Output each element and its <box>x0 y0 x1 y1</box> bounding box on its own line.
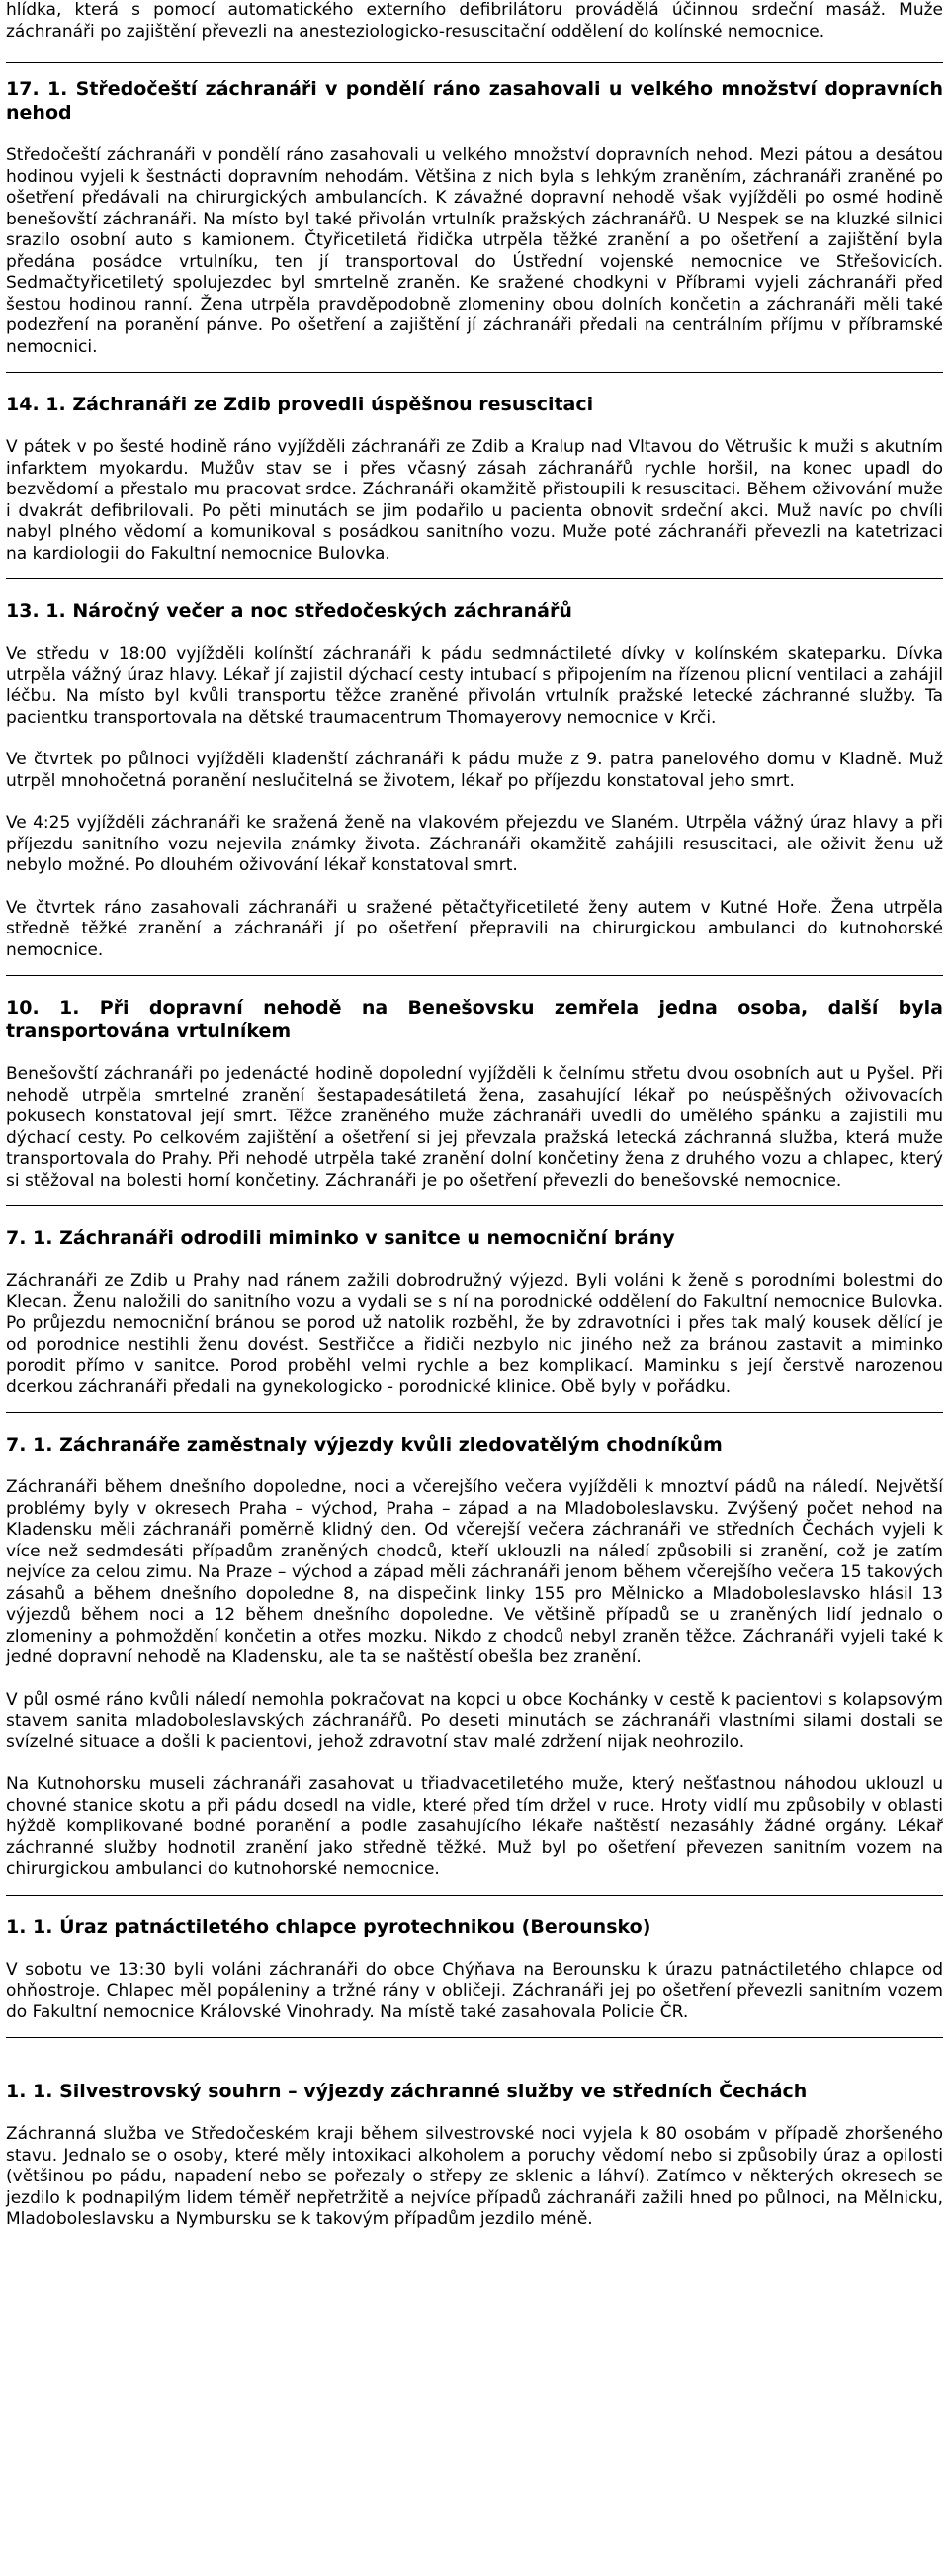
article-title: 13. 1. Náročný večer a noc středočeských záchranářů <box>6 600 572 622</box>
intro-section <box>6 0 943 43</box>
article-paragraph: Na Kutnohorsku museli záchranáři zasahovat u třiadvacetiletého muže, který nešťastnou náhodou uklouzl u chovné stanice skotu a při pádu dosedl na vidle, které před tím držel v ruce. Hroty vidlí mu způsobily v oblasti hýždě komplikované bodné poranění a podle zasahujícího lékaře naštěstí nezasáhly žádné orgány. Lékař záchranné služby hodnotil zranění jako středně těžké. Muž byl po ošetření převezen sanitním vozem na chirurgickou ambulanci do kutnohorské nemocnice. <box>6 1774 943 1879</box>
article-title: 14. 1. Záchranáři ze Zdib provedli úspěšnou resuscitaci <box>6 394 594 415</box>
article-section <box>6 77 943 358</box>
article-title: 7. 1. Záchranáře zaměstnaly výjezdy kvůli zledovatělým chodníkům <box>6 1434 723 1456</box>
article-section <box>6 2080 943 2231</box>
article-paragraph: V půl osmé ráno kvůli náledí nemohla pokračovat na kopci u obce Kochánky v cestě k pacientovi s kolapsovým stavem sanita mladoboleslavských záchranářů. Po deseti minutách se záchranáři vlastními silami dostali se svízelné situace a došli k pacientovi, jehož zdravotní stav malé zdržení nijak neohrozilo. <box>6 1689 943 1752</box>
article-paragraph: Ve čtvrtek ráno zasahovali záchranáři u sražené pětačtyřicetileté ženy autem v Kutné Hoře. Žena utrpěla středně těžké zranění a záchranáři jí po ošetření přepravili na chirurgickou ambulanci do kutnohorské nemocnice. <box>6 897 943 960</box>
article-paragraph: Ve čtvrtek po půlnoci vyjížděli kladenští záchranáři k pádu muže z 9. patra panelového domu v Kladně. Muž utrpěl mnohočetná poranění neslučitelná se životem, lékař po příjezdu konstatoval jeho smrt. <box>6 750 943 791</box>
article-title: 17. 1. Středočeští záchranáři v pondělí ráno zasahovali u velkého množství dopravních nehod <box>6 78 943 124</box>
intro-paragraph: hlídka, která s pomocí automatického externího defibrilátoru provádělá účinnou srdeční masáž. Muže záchranáři po zajištění převezli na anesteziologicko-resuscitační oddělení do kolínské nemocnice. <box>6 0 943 42</box>
article-paragraph: Benešovští záchranáři po jedenácté hodině dopolední vyjížděli k čelnímu střetu dvou osobních aut u Pyšel. Při nehodě utrpěla smrtelné zranění šestapadesátiletá žena, zasahující lékař po neúspěšných oživovacích pokusech konstatoval její smrt. Těžce zraněného muže záchranáři uvedli do umělého spánku a zajistili mu dýchací cesty. Po celkovém zajištění a ošetření si jej převzala pražská letecká záchranná služba, která muže transportovala do Prahy. Při nehodě utrpěla také zranění dolní končetiny žena z druhého vozu a chlapec, který si stěžoval na bolesti horní končetiny. Záchranáři je po ošetření převezli do benešovské nemocnice. <box>6 1064 943 1191</box>
article-paragraph: Ve 4:25 vyjížděli záchranáři ke sražená ženě na vlakovém přejezdu ve Slaném. Utrpěla vážný úraz hlavy a při příjezdu sanitního vozu nejevila známky života. Záchranáři okamžitě zahájili resuscitaci, ale oživit ženu už nebylo možné. Po dlouhém oživování lékař konstatoval smrt. <box>6 813 943 875</box>
article-title: 7. 1. Záchranáři odrodili miminko v sanitce u nemocniční brány <box>6 1227 675 1249</box>
article-section <box>6 599 943 961</box>
article-title: 10. 1. Při dopravní nehodě na Benešovsku zemřela jedna osoba, další byla transportována vrtulníkem <box>6 997 943 1042</box>
article-paragraph: Záchranáři během dnešního dopoledne, noci a včerejšího večera vyjížděli k mnoztví pádů na náledí. Největší problémy byly v okresech Praha – východ, Praha – západ a na Mladoboleslavsku. Zvýšený počet nehod na Kladensku měli záchranáři poměrně klidný den. Od včerejší večera záchranáři ve středních Čechách vyjeli k více než sedmdesáti případům zraněných chodců, kteří uklouzli na náledí způsobili si zranění, což je zatím nejvíce za celou zimu. Na Praze – východ a západ měli záchranáři jenom během včerejšího večera 15 takových zásahů a během dnešního dopoledne 8, na dispečink linky 155 pro Mělnicko a Mladoboleslavsko hlásil 13 výjezdů během noci a 12 během dnešního dopoledne. Ve většině případů se u zraněných lidí jednalo o zlomeniny a pohmoždění končetin a otřes mozku. Nikdo z chodců nebyl zraněn těžce. Záchranáři vyjeli také k jedné dopravní nehodě na Kladensku, ale ta se naštěstí obešla bez zranění. <box>6 1477 943 1667</box>
article-paragraph: Ve středu v 18:00 vyjížděli kolínští záchranáři k pádu sedmnáctileté dívky v kolínském skateparku. Dívka utrpěla vážný úraz hlavy. Lékař jí zajistil dýchací cesty intubací s připojením na řízenou plicní ventilaci a zahájil léčbu. Na místo byl kvůli transportu těžce zraněné přivolán vrtulník pražské letecké záchranné služby. Ta pacientku transportovala na dětské traumacentrum Thomayerovy nemocnice v Krči. <box>6 644 943 728</box>
article-title: 1. 1. Silvestrovský souhrn – výjezdy záchranné služby ve středních Čechách <box>6 2081 808 2102</box>
article-section <box>6 996 943 1192</box>
article-section <box>6 1915 943 2024</box>
article-paragraph: Záchranáři ze Zdib u Prahy nad ránem zažili dobrodružný výjezd. Byli voláni k ženě s porodními bolestmi do Klecan. Ženu naložili do sanitního vozu a vydali se s ní na porodnické oddělení do Fakultní nemocnice Bulovka. Po průjezdu nemocniční bránou se porod už natolik rozběhl, že by zdravotníci i přes tak malý kousek dělící je od porodnice nestihli ženu dovést. Sestřičce a řidiči nezbylo nic jiného než za bránou zastavit a miminko porodit přímo v sanitce. Porod proběhl velmi rychle a bez komplikací. Maminku s její čerstvě narozenou dcerkou záchranáři předali na gynekologicko - porodnické klinice. Obě byly v pořádku. <box>6 1271 943 1397</box>
article-title: 1. 1. Úraz patnáctiletého chlapce pyrotechnikou (Berounsko) <box>6 1915 651 1938</box>
article-paragraph: V sobotu ve 13:30 byli voláni záchranáři do obce Chýňava na Berounsku k úrazu patnáctiletého chlapce od ohňostroje. Chlapec měl popáleniny a tržné rány v obličeji. Záchranáři jej po ošetření převezli sanitním vozem do Fakultní nemocnice Královské Vinohrady. Na místě také zasahovala Policie ČR. <box>6 1959 943 2022</box>
article-section <box>6 393 943 565</box>
article-paragraph: V pátek v po šesté hodině ráno vyjížděli záchranáři ze Zdib a Kralup nad Vltavou do Větrušic k muži s akutním infarktem myokardu. Mužův stav se i přes včasný zásah záchranářů rychle horšil, na konec upadl do bezvědomí a přestalo mu pracovat srdce. Záchranáři okamžitě přistoupili k resuscitaci. Během oživování muže i dvakrát defibrilovali. Po pěti minutách se jim podařilo u pacienta obnovit srdeční akci. Muž navíc po chvíli nabyl plného vědomí a komunikoval s posádkou sanitního vozu. Muže poté záchranáři převezli na katetrizaci na kardiologii do Fakultní nemocnice Bulovka. <box>6 437 943 564</box>
article-paragraph: Záchranná služba ve Středočeském kraji během silvestrovské noci vyjela k 80 osobám v případě zhoršeného stavu. Jednalo se o osoby, které měly intoxikaci alkoholem a poruchy vědomí nebo si způsobily úraz a opilosti (většinou po pádu, napadení nebo se pořezaly o střepy ze sklenic a láhví). Zatímco v některých okresech se jezdilo k podnapilým lidem téměř nepřetržitě a nejvíce případů záchranáři zažili hned po půlnoci, na Mělnicku, Mladoboleslavsku a Nymbursku se k takovým případům jezdilo méně. <box>6 2124 943 2229</box>
article-section <box>6 1433 943 1881</box>
article-paragraph: Středočeští záchranáři v pondělí ráno zasahovali u velkého množství dopravních nehod. Mezi pátou a desátou hodinou vyjeli k šestnácti dopravním nehodám. Většina z nich byla s lehkým zraněním, záchranáři zraněné po ošetření předávali na chirurgických ambulancích. K závažné dopravní nehodě však vyjížděli po osmé hodině benešovští záchranáři. Na místo byl také přivolán vrtulník pražských záchranářů. U Nespek se na kluzké silnici srazilo osobní auto s kamionem. Čtyřicetiletá řidička utrpěla těžké zranění a po ošetření a zajištění byla předána posádce vrtulníku, ten jí transportoval do Ústřední vojenské nemocnice ve Střešovicích. Sedmačtyřicetiletý spolujezdec byl smrtelně zraněn. Ke sražené chodkyni v Příbrami vyjeli záchranáři před šestou hodinou ranní. Žena utrpěla pravděpodobně zlomeniny obou dolních končetin a záchranáři měli také podezření na poranění pánve. Po ošetření a zajištění jí záchranáři předali na centrálním příjmu v příbramské nemocnici. <box>6 145 943 357</box>
article-section <box>6 1226 943 1398</box>
